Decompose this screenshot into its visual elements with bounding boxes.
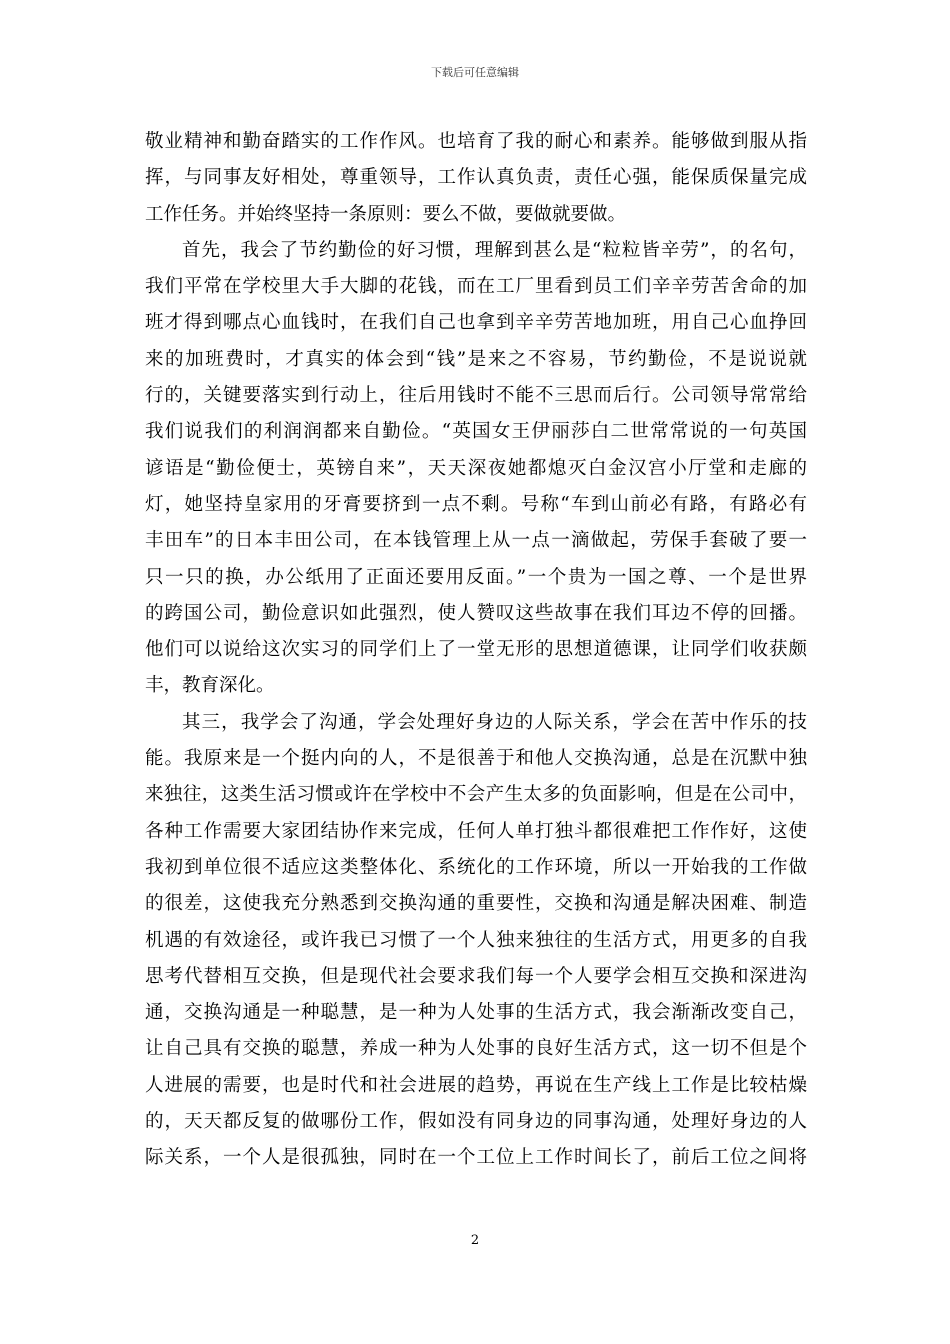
text-line: 各种工作需要大家团结协作来完成，任何人单打独斗都很难把工作作好，这使: [145, 820, 807, 842]
paragraph: [145, 705, 807, 1177]
text-line: 挥，与同事友好相处，尊重领导，工作认真负责，责任心强，能保质保量完成: [145, 167, 807, 189]
text-line: 机遇的有效途径，或许我已习惯了一个人独来独往的生活方式，用更多的自我: [145, 929, 807, 951]
text-line: 班才得到哪点心血钱时，在我们自己也拿到辛辛劳苦地加班，用自己心血挣回: [145, 312, 807, 334]
page-header: 下载后可任意编辑: [431, 66, 519, 79]
text-line: 来的加班费时，才真实的体会到“钱”是来之不容易，节约勤俭，不是说说就: [145, 348, 807, 370]
text-line: 他们可以说给这次实习的同学们上了一堂无形的思想道德课，让同学们收获颇: [145, 639, 807, 661]
text-line: 的，天天都反复的做哪份工作，假如没有同身边的同事沟通，处理好身边的人: [145, 1111, 807, 1133]
text-line: 我们说我们的利润润都来自勤俭。“英国女王伊丽莎白二世常常说的一句英国: [145, 421, 807, 443]
paragraph: [145, 124, 807, 233]
text-line: 的很差，这使我充分熟悉到交换沟通的重要性，交换和沟通是解决困难、制造: [145, 893, 807, 915]
text-line: 际关系，一个人是很孤独，同时在一个工位上工作时间长了，前后工位之间将: [145, 1147, 807, 1169]
text-line: 的跨国公司，勤俭意识如此强烈，使人赞叹这些故事在我们耳边不停的回播。: [145, 602, 807, 624]
text-line: 丰，教育深化。: [145, 675, 275, 697]
document-body: [145, 124, 807, 1177]
text-line: 首先，我会了节约勤俭的好习惯，理解到甚么是“粒粒皆辛劳”，的名句，: [182, 239, 807, 261]
text-line: 只一只的换，办公纸用了正面还要用反面。”一个贵为一国之尊、一个是世界: [145, 566, 807, 588]
text-line: 谚语是“勤俭便士，英镑自来”，天天深夜她都熄灭白金汉宫小厅堂和走廊的: [145, 457, 807, 479]
text-line: 灯，她坚持皇家用的牙膏要挤到一点不剩。号称“车到山前必有路，有路必有: [145, 493, 807, 515]
text-line: 通，交换沟通是一种聪慧，是一种为人处事的生活方式，我会渐渐改变自己，: [145, 1002, 807, 1024]
paragraph: [145, 233, 807, 705]
text-line: 敬业精神和勤奋踏实的工作作风。也培育了我的耐心和素养。能够做到服从指: [145, 131, 807, 152]
text-line: 来独往，这类生活习惯或许在学校中不会产生太多的负面影响，但是在公司中，: [145, 784, 807, 806]
text-line: 其三，我学会了沟通，学会处理好身边的人际关系，学会在苦中作乐的技: [182, 711, 807, 733]
text-line: 我初到单位很不适应这类整体化、系统化的工作环境，所以一开始我的工作做: [145, 856, 807, 878]
text-line: 丰田车”的日本丰田公司，在本钱管理上从一点一滴做起，劳保手套破了要一: [145, 530, 807, 552]
text-line: 我们平常在学校里大手大脚的花钱，而在工厂里看到员工们辛辛劳苦舍命的加: [145, 276, 807, 298]
text-line: 让自己具有交换的聪慧，养成一种为人处事的良好生活方式，这一切不但是个: [145, 1038, 807, 1060]
text-line: 人进展的需要，也是时代和社会进展的趋势，再说在生产线上工作是比较枯燥: [145, 1074, 807, 1096]
text-line: 行的，关键要落实到行动上，往后用钱时不能不三思而后行。公司领导常常给: [145, 385, 807, 407]
text-line: 能。我原来是一个挺内向的人，不是很善于和他人交换沟通，总是在沉默中独: [145, 748, 807, 770]
page-number: 2: [470, 1233, 480, 1248]
text-line: 工作任务。并始终坚持一条原则：要么不做，要做就要做。: [145, 203, 627, 225]
text-line: 思考代替相互交换，但是现代社会要求我们每一个人要学会相互交换和深进沟: [145, 965, 807, 987]
